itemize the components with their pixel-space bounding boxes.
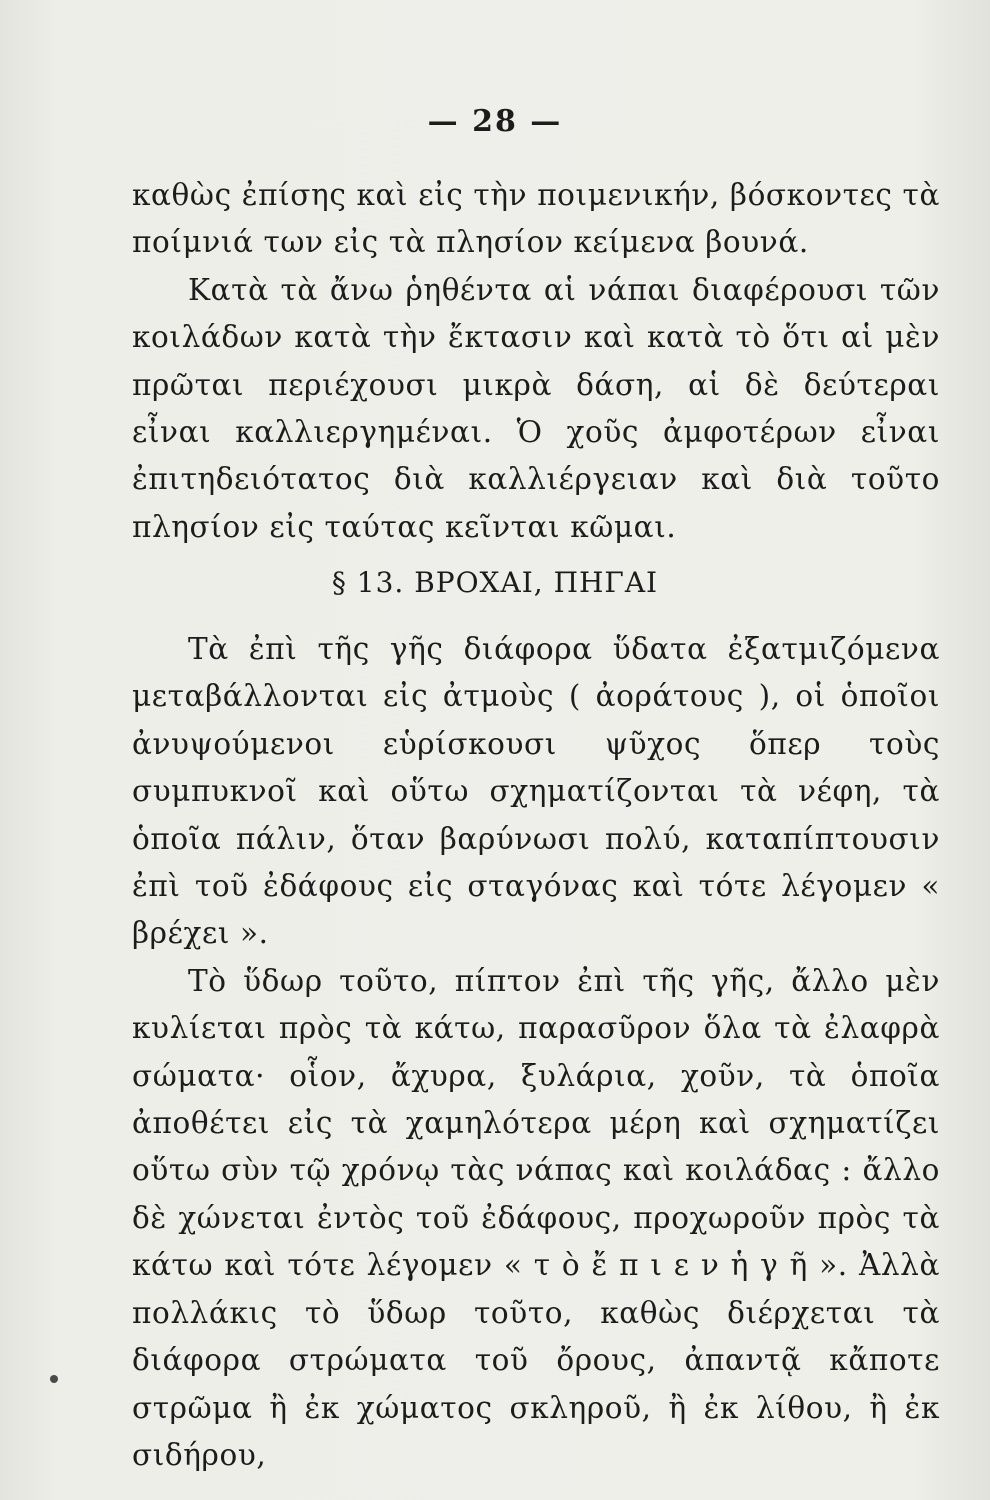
ink-dot xyxy=(50,1375,58,1383)
text-block-before-heading xyxy=(132,172,940,551)
paragraph-rain: Τὰ ἐπὶ τῆς γῆς διάφορα ὕδατα ἐξατμιζόμενα μεταβάλλονται εἰς ἀτμοὺς ( ἀοράτους ), οἱ ὁποῖοι ἀνυψούμενοι εὑρίσκουσι ψῦχος ὅπερ τοὺς συμπυκνοῖ καὶ οὕτω σχηματίζονται τὰ νέφη, τὰ ὁποῖα πάλιν, ὅταν βαρύνωσι πολύ, καταπίπτουσιν ἐπὶ τοῦ ἐδάφους εἰς σταγόνας καὶ τότε λέγομεν « βρέχει ». xyxy=(132,632,940,951)
paragraph-water-flow: Τὸ ὕδωρ τοῦτο, πίπτον ἐπὶ τῆς γῆς, ἄλλο μὲν κυλίεται πρὸς τὰ κάτω, παρασῦρον ὅλα τὰ ἐλαφρὰ σώματα· οἷον, ἄχυρα, ξυλάρια, χοῦν, τὰ ὁποῖα ἀποθέτει εἰς τὰ χαμηλότερα μέρη καὶ σχηματίζει οὕτω σὺν τῷ χρόνῳ τὰς νάπας καὶ κοιλάδας : ἄλλο δὲ χώνεται ἐντὸς τοῦ ἐδάφους, προχωροῦν πρὸς τὰ κάτω καὶ τότε λέγομεν « τ ὸ ἔ π ι ε ν ἡ γ ῆ ». Ἀλλὰ πολλάκις τὸ ὕδωρ τοῦτο, καθὼς διέρχεται τὰ διάφορα στρώματα τοῦ ὄρους, ἀπαντᾷ κἄποτε στρῶμα ἢ ἐκ χώματος σκληροῦ, ἢ ἐκ λίθου, ἢ ἐκ σιδήρου, xyxy=(132,963,940,1472)
paragraph-continuation: καθὼς ἐπίσης καὶ εἰς τὴν ποιμενικήν, βόσκοντες τὰ ποίμνιά των εἰς τὰ πλησίον κείμενα βουνά. xyxy=(132,178,940,260)
paragraph-napai-koilades: Κατὰ τὰ ἄνω ῥηθέντα αἱ νάπαι διαφέρουσι τῶν κοιλάδων κατὰ τὴν ἔκτασιν καὶ κατὰ τὸ ὅτι αἱ μὲν πρῶται περιέχουσι μικρὰ δάση, αἱ δὲ δεύτεραι εἶναι καλλιεργημέναι. Ὁ χοῦς ἀμφοτέρων εἶναι ἐπιτηδειότατος διὰ καλλιέργειαν καὶ διὰ τοῦτο πλησίον εἰς ταύτας κεῖνται κῶμαι. xyxy=(132,272,940,544)
text-block-after-heading xyxy=(132,626,940,1479)
page-number: — 28 — xyxy=(427,104,563,139)
section-heading: § 13. ΒΡΟΧΑΙ, ΠΗΓΑΙ xyxy=(331,566,659,599)
